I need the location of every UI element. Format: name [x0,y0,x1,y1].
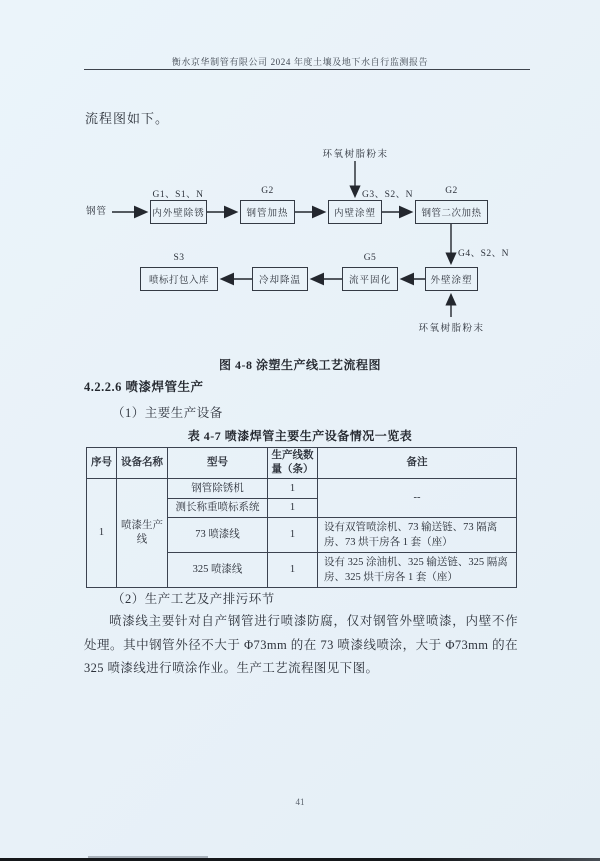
cell-seq: 1 [87,479,117,588]
cell-count: 1 [268,553,318,588]
cell-count: 1 [268,499,318,518]
flowchart-tag-g3s2n: G3、S2、N [362,190,414,200]
flowchart-tag-g2: G2 [261,186,274,196]
section-heading: 4.2.2.6 喷漆焊管生产 [84,380,204,394]
cell-model: 测长称重喷标系统 [168,499,268,518]
col-header-name: 设备名称 [117,448,168,479]
coating-line-flowchart [80,145,520,350]
col-header-remark: 备注 [318,448,517,479]
intro-text: 流程图如下。 [85,111,170,126]
flowchart-tag-s3: S3 [173,253,185,263]
flowchart-tag-g2b: G2 [445,186,458,196]
flowchart-start-label: 钢管 [86,207,108,217]
flowchart-tag-g1s1n: G1、S1、N [152,190,204,200]
cell-remark-merged: -- [318,479,517,518]
cell-model: 73 喷漆线 [168,518,268,553]
flowchart-step-cooling: 冷却降温 [252,267,308,291]
col-header-count: 生产线数量（条） [268,448,318,479]
cell-count: 1 [268,479,318,499]
header-divider [84,69,530,70]
table-row [87,479,517,499]
cell-remark: 设有 325 涂油机、325 输送链、325 隔离房、325 烘干房各 1 套（座） [318,553,517,588]
page-number: 41 [295,797,305,807]
report-header-title: 衡水京华制管有限公司 2024 年度土壤及地下水自行监测报告 [171,57,429,67]
flowchart-step-heating: 钢管加热 [240,200,295,224]
section-item-1: （1）主要生产设备 [112,406,223,420]
section-item-2: （2）生产工艺及产排污环节 [112,592,275,606]
col-header-seq: 序号 [87,448,117,479]
cell-model: 钢管除锈机 [168,479,268,499]
equipment-table [86,447,517,588]
flowchart-tag-g4s2n: G4、S2、N [458,249,510,259]
table-header-row [87,448,517,479]
col-header-model: 型号 [168,448,268,479]
flowchart-input-epoxy-top: 环氧树脂粉末 [322,150,389,160]
flowchart-step-labeling-packing: 喷标打包入库 [140,267,218,291]
cell-count: 1 [268,518,318,553]
cell-remark: 设有双管喷涂机、73 输送链、73 隔离房、73 烘干房各 1 套（座） [318,518,517,553]
flowchart-step-outer-coat: 外壁涂塑 [425,267,478,291]
flowchart-step-reheating: 钢管二次加热 [415,200,488,224]
process-description-paragraph: 喷漆线主要针对自产钢管进行喷漆防腐，仅对钢管外壁喷漆，内壁不作处理。其中钢管外径不大于 Φ73mm 的在 73 喷漆线喷涂，大于 Φ73mm 的在 325 喷漆线进行喷涂作业。生产工艺流程图见下图。 [84,614,518,675]
figure-caption: 图 4-8 涂塑生产线工艺流程图 [219,358,381,372]
cell-model: 325 喷漆线 [168,553,268,588]
flowchart-step-leveling: 流平固化 [342,267,398,291]
flowchart-input-epoxy-bottom: 环氧树脂粉末 [418,324,485,334]
flowchart-step-derusting: 内外壁除锈 [150,200,207,224]
cell-device-name: 喷漆生产线 [117,479,168,588]
table-title: 表 4-7 喷漆焊管主要生产设备情况一览表 [187,429,413,443]
flowchart-tag-g5: G5 [363,253,377,263]
flowchart-step-inner-coat: 内壁涂塑 [328,200,382,224]
